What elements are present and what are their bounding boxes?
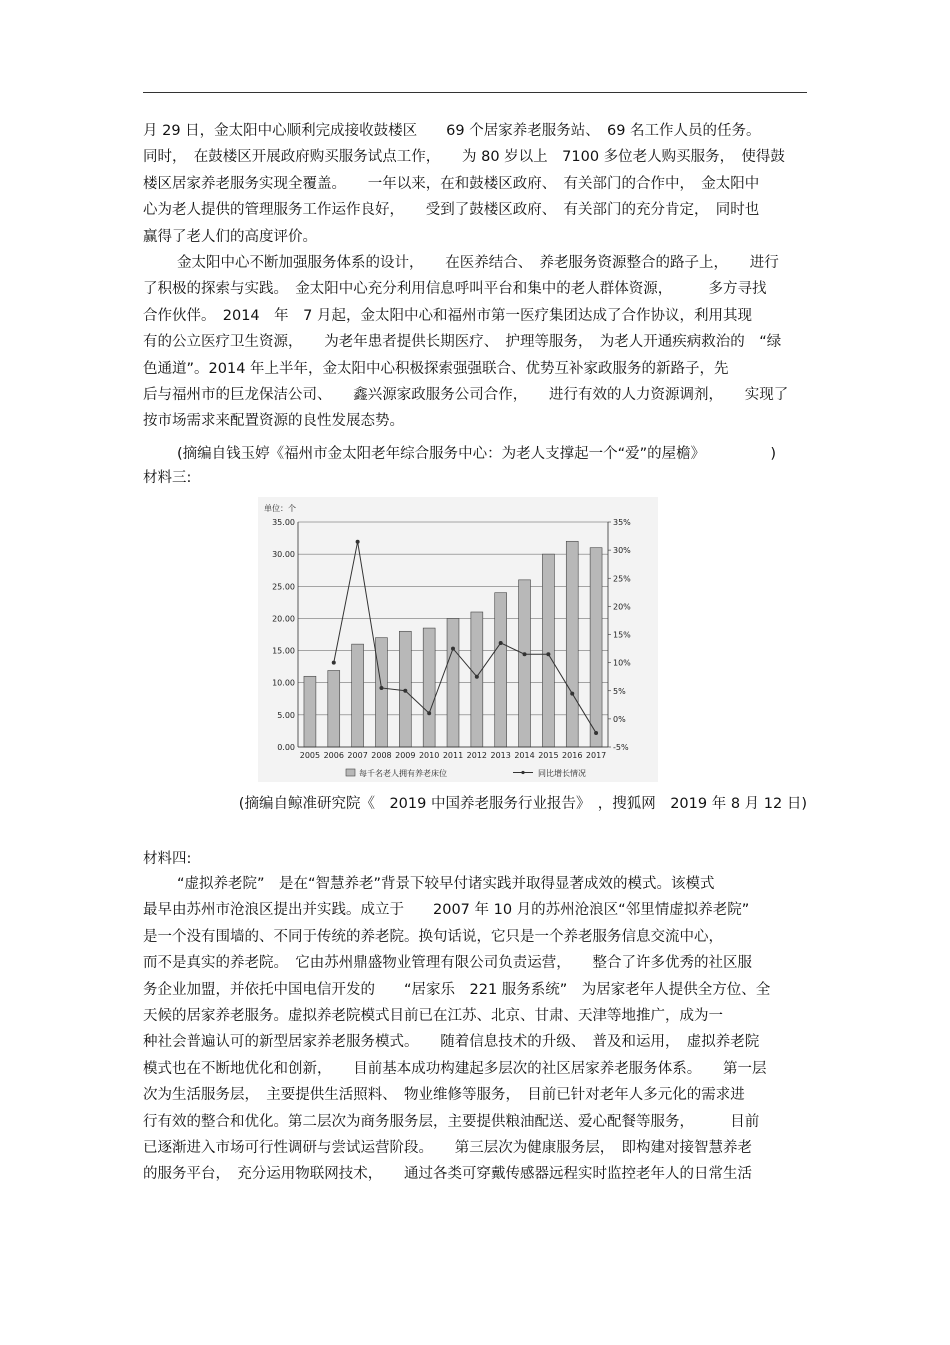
growth-line <box>334 542 596 733</box>
text-line: 后与福州市的巨龙保洁公司、 鑫兴源家政服务公司合作， 进行有效的人力资源调剂， 实现了 <box>143 387 789 404</box>
y-right-tick-label: 10% <box>613 658 631 668</box>
paragraph-2 <box>143 250 807 435</box>
text-line: 了积极的探索与实践。 金太阳中心充分利用信息呼叫平台和集中的老人群体资源， 多方寻找 <box>143 281 767 298</box>
x-tick-label: 2013 <box>490 751 511 760</box>
x-tick-label: 2007 <box>347 751 368 760</box>
growth-point <box>570 692 574 696</box>
text-line: 心为老人提供的管理服务工作运作良好， 受到了鼓楼区政府、 有关部门的充分肯定， 同时也 <box>143 202 760 219</box>
text-line: (摘编自钱玉婷《福州市金太阳老年综合服务中心：为老人支撑起一个“爱”的屋檐》 ) <box>177 446 777 462</box>
text-line: 色通道”。2014 年上半年，金太阳中心积极探索强强联合、优势互补家政服务的新路子，先 <box>143 360 729 377</box>
x-tick-label: 2016 <box>562 751 583 760</box>
y-left-tick-label: 35.00 <box>272 518 295 527</box>
text-line: 赢得了老人们的高度评价。 <box>143 228 317 245</box>
y-left-tick-label: 0.00 <box>277 743 295 752</box>
y-left-tick-label: 15.00 <box>272 646 295 656</box>
bar-2014 <box>519 580 531 747</box>
growth-point <box>427 711 431 715</box>
text-line: 而不是真实的养老院。 它由苏州鼎盛物业管理有限公司负责运营， 整合了许多优秀的社区服 <box>143 955 752 972</box>
text-line: 月 29 日，金太阳中心顺利完成接收鼓楼区 69 个居家养老服务站、 69 名工作人员的任务。 <box>143 123 761 139</box>
text-line: “虚拟养老院” 是在“智慧养老”背景下较早付诸实践并取得显著成效的模式。该模式 <box>177 876 715 892</box>
chart-unit-label: 单位：个 <box>264 504 296 513</box>
text-line: 金太阳中心不断加强服务体系的设计， 在医养结合、 养老服务资源整合的路子上， 进行 <box>177 255 779 271</box>
text-line: 是一个没有围墙的、不同于传统的养老院。换句话说，它只是一个养老服务信息交流中心， <box>143 928 723 945</box>
y-right-tick-label: -5% <box>613 743 629 752</box>
y-left-tick-label: 10.00 <box>272 678 295 688</box>
y-left-tick-label: 25.00 <box>272 582 295 592</box>
material-3-label: 材料三: <box>143 470 192 486</box>
text-line: 种社会普遍认可的新型居家养老服务模式。 随着信息技术的升级、 普及和运用， 虚拟养老院 <box>143 1034 760 1051</box>
bar-2007 <box>352 644 364 747</box>
x-tick-label: 2017 <box>585 751 607 760</box>
source-citation-1 <box>143 441 807 467</box>
growth-point <box>499 641 503 645</box>
paragraph-4 <box>143 871 807 1188</box>
y-right-tick-label: 30% <box>613 546 631 556</box>
x-tick-label: 2005 <box>299 751 321 760</box>
growth-point <box>356 540 360 544</box>
bar-2016 <box>566 541 578 747</box>
bar-2017 <box>590 548 602 747</box>
growth-point <box>332 661 336 665</box>
y-right-tick-label: 5% <box>613 686 626 696</box>
y-right-tick-label: 20% <box>613 602 631 612</box>
bed-count-chart <box>258 497 658 782</box>
legend-line-label: 同比增长情况 <box>538 769 586 778</box>
x-tick-label: 2015 <box>538 751 559 760</box>
text-line: 次为生活服务层， 主要提供生活照料、 物业维修等服务， 目前已针对老年人多元化的需求进 <box>143 1087 745 1104</box>
y-right-tick-label: 25% <box>613 574 631 584</box>
text-line: 按市场需求来配置资源的良性发展态势。 <box>143 413 404 430</box>
x-tick-label: 2006 <box>323 751 344 760</box>
text-line: 合作伙伴。 2014 年 7 月起，金太阳中心和福州市第一医疗集团达成了合作协议，利用其现 <box>143 307 752 324</box>
growth-point <box>403 689 407 693</box>
y-left-tick-label: 20.00 <box>272 614 295 624</box>
bar-2012 <box>471 612 483 747</box>
text-line: 天候的居家养老服务。虚拟养老院模式目前已在江苏、北京、甘肃、天津等地推广，成为一 <box>143 1008 723 1025</box>
legend-bar-swatch <box>346 769 355 776</box>
text-line: 务企业加盟，并依托中国电信开发的 “居家乐 221 服务系统” 为居家老年人提供全方位、全 <box>143 981 771 998</box>
y-left-tick-label: 30.00 <box>272 550 295 560</box>
text-line: 最早由苏州市沧浪区提出并实践。成立于 2007 年 10 月的苏州沧浪区“邻里情虚拟养老院” <box>143 902 750 919</box>
text-line: 同时， 在鼓楼区开展政府购买服务试点工作， 为 80 岁以上 7100 多位老人购买服务， 使得鼓 <box>143 149 785 166</box>
text-line: 的服务平台， 充分运用物联网技术， 通过各类可穿戴传感器远程实时监控老年人的日常生活 <box>143 1166 752 1183</box>
source-citation-2: (摘编自鲸准研究院《 2019 中国养老服务行业报告》 ，搜狐网 2019 年 8 月 12 日) <box>238 796 807 812</box>
header-rule <box>143 92 807 93</box>
x-tick-label: 2014 <box>514 751 535 760</box>
x-tick-label: 2008 <box>371 751 392 760</box>
growth-point <box>523 652 527 656</box>
text-line: 模式也在不断地优化和创新， 目前基本成功构建起多层次的社区居家养老服务体系。 第一层 <box>143 1060 767 1077</box>
bar-2006 <box>328 671 340 748</box>
text-line: 已逐渐进入市场可行性调研与尝试运营阶段。 第三层次为健康服务层， 即构建对接智慧养老 <box>143 1140 752 1157</box>
x-tick-label: 2010 <box>418 751 440 760</box>
chart-svg <box>258 497 658 782</box>
text-line: 楼区居家养老服务实现全覆盖。 一年以来，在和鼓楼区政府、 有关部门的合作中， 金太阳中 <box>143 175 760 192</box>
y-left-tick-label: 5.00 <box>277 710 295 720</box>
legend-line-marker <box>521 771 524 774</box>
legend-bar-label: 每千名老人拥有养老床位 <box>359 769 447 778</box>
growth-point <box>475 675 479 679</box>
bar-2005 <box>304 676 316 747</box>
text-line: 有的公立医疗卫生资源， 为老年患者提供长期医疗、 护理等服务， 为老人开通疾病救治的 “绿 <box>143 334 782 351</box>
growth-point <box>379 686 383 690</box>
bar-2010 <box>423 628 435 747</box>
growth-point <box>451 647 455 651</box>
growth-point <box>546 652 550 656</box>
bar-2008 <box>376 638 388 747</box>
x-tick-label: 2012 <box>466 751 488 760</box>
text-line: 行有效的整合和优化。第二层次为商务服务层，主要提供粮油配送、爱心配餐等服务， 目前 <box>143 1113 760 1130</box>
y-right-tick-label: 15% <box>613 630 631 640</box>
paragraph-1 <box>143 118 807 250</box>
y-right-tick-label: 0% <box>613 714 626 724</box>
growth-point <box>594 731 598 735</box>
x-tick-label: 2011 <box>442 751 464 760</box>
bar-2013 <box>495 593 507 747</box>
bar-2015 <box>542 554 554 747</box>
y-right-tick-label: 35% <box>613 518 631 527</box>
material-4-label: 材料四: <box>143 851 192 867</box>
bar-2011 <box>447 618 459 747</box>
x-tick-label: 2009 <box>395 751 416 760</box>
